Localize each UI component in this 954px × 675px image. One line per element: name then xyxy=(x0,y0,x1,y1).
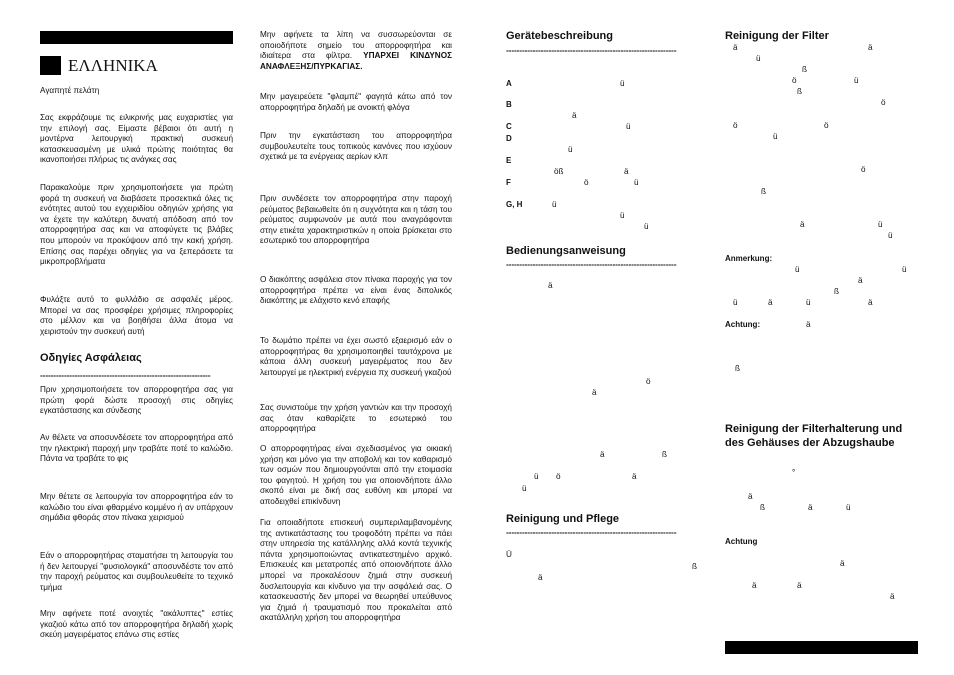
part-label-b: B xyxy=(506,100,512,109)
char: ö xyxy=(584,178,589,187)
char: ä xyxy=(797,581,802,590)
char: ß xyxy=(802,65,808,74)
char: ä xyxy=(800,220,805,229)
safety-paragraph-4: Εάν ο απορροφητήρας σταματήσει τη λειτουργία του ή δεν λειτουργεί "φυσιολογικά" αποσυνδέστε τον από την παροχή ρεύματος και συμβουλευθείτε το τεχνικό τμήμα xyxy=(40,551,233,592)
char: ö xyxy=(646,377,651,386)
safety-paragraph-12: Σας συνιστούμε την χρήση γαντιών και την προσοχή σας όταν καθαρίζετε το εσωτερικό του απορροφητήρα xyxy=(260,403,452,434)
char: ü xyxy=(620,211,625,220)
intro-paragraph-2: Παρακαλούμε πριν χρησιμοποιήσετε για πρώτη φορά τη συσκευή να διαβάσετε προσεκτικά όλες τις ενότητες αυτού του εγχειριδίου οδηγιών χρήσης για να έχετε την καλύτερη δυνατή απόδοση από τον απορροφητήρα σας και να αποφύγετε τις βλάβες που μπορούν να προκύψουν από την κακή χρήση. Επίσης σας παρέχει οδηγίες για να ξεπεράσετε τα μικροπροβλήματα xyxy=(40,183,233,267)
cleaning-care-divider: ---------------------------------------------------------------- xyxy=(506,527,677,537)
greeting: Αγαπητέ πελάτη xyxy=(40,86,100,95)
safety-heading: Οδηγίες Ασφάλειας xyxy=(40,352,142,364)
caution-label: Achtung xyxy=(725,537,758,546)
grease-text: Μην αφήνετε τα λίπη να συσσωρεύονται σε οποιοδήποτε σημείο του απορροφητήρα και ιδιαίτερα στα φίλτρα. xyxy=(260,30,452,61)
char: ö xyxy=(861,165,866,174)
char: ü xyxy=(756,54,761,63)
char: öß xyxy=(554,167,564,176)
char: ü xyxy=(634,178,639,187)
safety-paragraph-11: Το δωμάτιο πρέπει να έχει σωστό εξαερισμό εάν ο απορροφητήρας θα χρησιμοποιηθεί ταυτόχρονα με κάποια άλλη συσκευή μαγειρέματος που δεν λειτουργεί με ηλεκτρική ενέργεια πχ συσκευή γκαζιού xyxy=(260,336,452,377)
part-label-d: D xyxy=(506,134,512,143)
char: ä xyxy=(752,581,757,590)
char: ä xyxy=(868,298,873,307)
part-label-a: A xyxy=(506,79,512,88)
char: ü xyxy=(522,484,527,493)
char: ä xyxy=(840,559,845,568)
filter-holder-heading: Reinigung der Filterhalterung und des Gehäuses der Abzugshaube xyxy=(725,423,903,449)
char: ü xyxy=(733,298,738,307)
char: ß xyxy=(761,187,767,196)
char: ä xyxy=(548,281,553,290)
char: ö xyxy=(792,76,797,85)
safety-paragraph-5: Μην αφήνετε ποτέ ανοιχτές "ακάλυπτες" εστίες γκαζιού κάτω από τον απορροφητήρα δηλαδή χωρίς σκεύη μαγειρέματος επάνω στις εστίες xyxy=(40,609,233,640)
char: ß xyxy=(692,562,698,571)
operating-instructions-divider: ---------------------------------------------------------------- xyxy=(506,259,677,269)
intro-paragraph-1: Σας εκφράζουμε τις ειλικρινής μας ευχαριστίες για την επιλογή σας. Είμαστε βέβαιοι ότι αυτή η μοντέρνα λειτουργική πρακτική συσκευή κατασκευασμένη με υλικά πρώτης ποιότητας θα ικανοποιήσει πλήρως τις ανάγκες σας xyxy=(40,113,233,165)
part-label-f: F xyxy=(506,178,511,187)
safety-paragraph-2: Αν θέλετε να αποσυνδέσετε τον απορροφητήρα από την ηλεκτρική παροχή μην τραβάτε ποτέ το καλώδιο. Πάντα να τραβάτε το φις xyxy=(40,433,233,464)
char: ß xyxy=(662,450,668,459)
char: ü xyxy=(902,265,907,274)
char: ä xyxy=(768,298,773,307)
char: ü xyxy=(773,132,778,141)
safety-paragraph-10: Ο διακόπτης ασφάλεια στον πίνακα παροχής για τον απορροφητήρα πρέπει να είναι ένας διπολικός διακόπτης με ελάχιστο κενό επαφής xyxy=(260,275,452,306)
char: ä xyxy=(808,503,813,512)
char: ü xyxy=(795,265,800,274)
safety-paragraph-6 xyxy=(260,30,452,72)
char: ü xyxy=(568,145,573,154)
char: ü xyxy=(552,200,557,209)
safety-paragraph-8: Πριν την εγκατάσταση του απορροφητήρα συμβουλευτείτε τους τοπικούς κανόνες που ισχύουν σχετικά με τα ενέργειας αερίων κλπ xyxy=(260,131,452,162)
char: ß xyxy=(797,87,803,96)
char: ü xyxy=(846,503,851,512)
char: ü xyxy=(644,222,649,231)
char: ä xyxy=(600,450,605,459)
char: ß xyxy=(735,364,741,373)
bottom-black-bar-right xyxy=(725,641,918,654)
safety-divider: ---------------------------------------------------------------- xyxy=(40,370,211,380)
char: ü xyxy=(888,231,893,240)
operating-instructions-heading: Bedienungsanweisung xyxy=(506,245,626,257)
char: ° xyxy=(792,468,796,477)
char: ä xyxy=(733,43,738,52)
char: ü xyxy=(626,122,631,131)
safety-paragraph-1: Πριν χρησιμοποιήσετε τον απορροφητήρα σας για πρώτη φορά δώστε προσοχή στις οδηγίες εγκατάστασης και σύνδεσης xyxy=(40,385,233,416)
char: ä xyxy=(632,472,637,481)
char: ö xyxy=(824,121,829,130)
safety-paragraph-14: Για οποιαδήποτε επισκευή συμπεριλαμβανομένης της αντικατάστασης του τροφοδότη πρέπει να πάει στην υπηρεσία της κατάλληλης αλλά κοντά τεχνικής πάντα χρησιμοποιώντας αντικατεστημένο αρχικό. Επισκευές και μετατροπές από οποιονδήποτε άλλο μπορεί να προκαλέσουν ζημιά στην συσκευή δυσλειτουργία και κίνδυνο για την ασφάλειά σας. Ο κατασκευαστής δεν μπορεί να θεωρηθεί υπεύθυνος για ζημιά ή τραυματισμό που προκαλείται από ακατάλληλη χρήση του απορροφητήρα xyxy=(260,518,452,623)
fire-warning: ΥΠΑΡΧΕΙ ΚΙΝΔΥΝΟΣ ΑΝΑΦΛΕΞΗΣ/ΠΥΡΚΑΓΙΑΣ. xyxy=(260,51,452,71)
device-description-divider: ---------------------------------------------------------------- xyxy=(506,45,677,55)
char: ä xyxy=(868,43,873,52)
note-label: Anmerkung: xyxy=(725,254,773,263)
char: ü xyxy=(806,298,811,307)
warning-label: Achtung: xyxy=(725,320,761,329)
device-description-heading: Gerätebeschreibung xyxy=(506,30,613,42)
cleaning-care-heading: Reinigung und Pflege xyxy=(506,513,620,525)
char: ß xyxy=(760,503,766,512)
safety-paragraph-13: Ο απορροφητήρας είναι σχεδιασμένος για οικιακή χρήση και μόνο για την αποβολή και τον καθαρισμό των οσμών που δημιουργούνται από την ετοιμασία του φαγητού. Η χρήση του για οποιονδήποτε άλλο σκοπό είναι με δική σας ευθύνη και μπορεί να αποδειχθεί επικίνδυνη xyxy=(260,444,452,506)
char: ü xyxy=(534,472,539,481)
language-title: ΕΛΛΗΝΙΚΑ xyxy=(68,56,158,75)
char: Ü xyxy=(506,550,512,559)
char: ö xyxy=(556,472,561,481)
char: ü xyxy=(878,220,883,229)
char: ä xyxy=(572,111,577,120)
safety-paragraph-3: Μην θέτετε σε λειτουργία τον απορροφητήρα εάν το καλώδιο του είναι φθαρμένο κομμένο ή αν υπάρχουν σημάδια φθοράς στον πίνακα χειρισμού xyxy=(40,492,233,523)
char: ä xyxy=(748,492,753,501)
char: ß xyxy=(834,287,840,296)
char: ö xyxy=(733,121,738,130)
char: ü xyxy=(854,76,859,85)
char: ä xyxy=(858,276,863,285)
char: ä xyxy=(592,388,597,397)
char: ü xyxy=(620,79,625,88)
part-label-gh: G, H xyxy=(506,200,523,209)
char: ö xyxy=(881,98,886,107)
part-label-e: E xyxy=(506,156,512,165)
char: ä xyxy=(538,573,543,582)
safety-paragraph-9: Πριν συνδέσετε τον απορροφητήρα στην παροχή ρεύματος βεβαιωθείτε ότι η συχνότητα και η τάση του ρεύματος συμφωνούν με αυτά που αναγράφονται στην ετικέτα χαρακτηριστικών η οποία βρίσκεται στο εσωτερικό του απορροφητήρα xyxy=(260,194,452,246)
safety-paragraph-7: Μην μαγειρεύετε "φλαμπέ" φαγητά κάτω από τον απορροφητήρα δηλαδή με ανοικτή φλόγα xyxy=(260,92,452,112)
part-label-c: C xyxy=(506,122,512,131)
char: ä xyxy=(890,592,895,601)
filter-cleaning-heading: Reinigung der Filter xyxy=(725,30,829,42)
intro-paragraph-3: Φυλάξτε αυτό το φυλλάδιο σε ασφαλές μέρος. Μπορεί να σας προσφέρει χρήσιμες πληροφορίες στο μέλλον και να βοηθήσει άλλα άτομα να χειριστούν την συσκευή αυτή xyxy=(40,295,233,336)
top-black-bar-left xyxy=(40,31,233,44)
char: ä xyxy=(624,167,629,176)
language-box-icon xyxy=(40,56,61,75)
char: ä xyxy=(806,320,811,329)
